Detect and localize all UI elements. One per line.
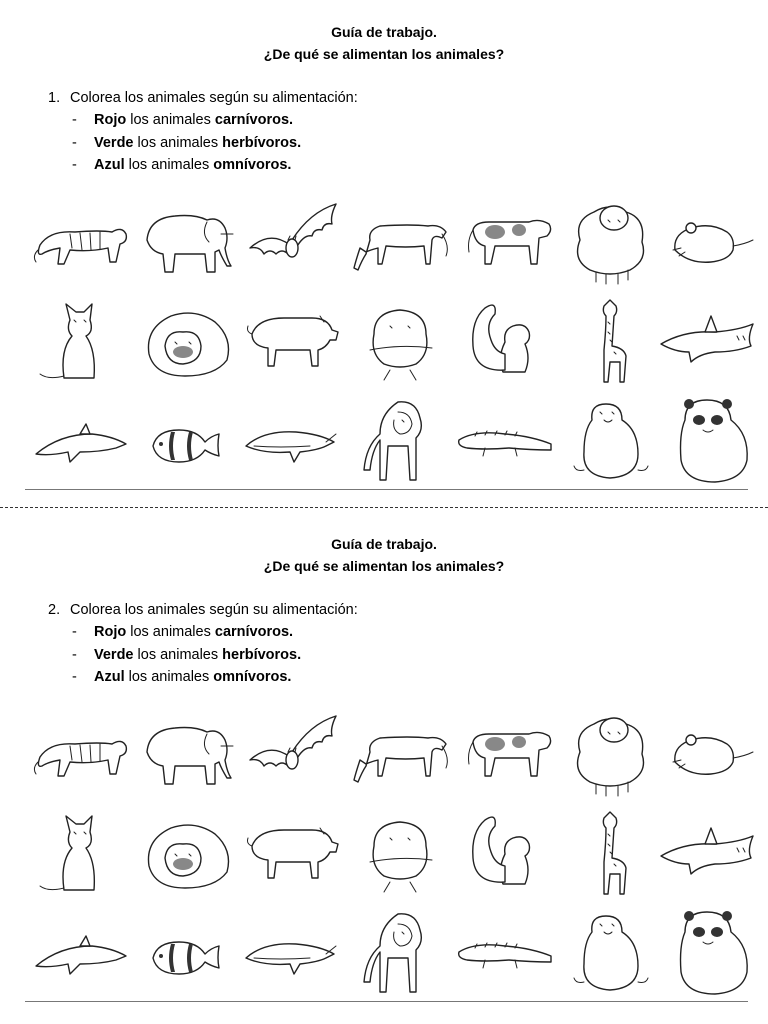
diet-word: carnívoros. bbox=[214, 112, 294, 128]
cat-icon bbox=[30, 802, 130, 902]
giraffe-icon bbox=[560, 802, 660, 902]
shark-drawing bbox=[655, 802, 755, 902]
crocodile-drawing bbox=[455, 390, 555, 490]
bat-drawing bbox=[240, 190, 340, 290]
color-word: Rojo bbox=[94, 112, 127, 128]
whale-drawing bbox=[240, 902, 340, 1002]
clownfish-drawing bbox=[135, 902, 235, 1002]
task-instruction bbox=[48, 599, 358, 621]
worksheet-question: ¿De qué se alimentan los animales? bbox=[263, 46, 505, 62]
animal-grid bbox=[30, 692, 755, 1002]
worksheet-title: Guía de trabajo. bbox=[331, 536, 437, 552]
worksheet-question: ¿De qué se alimentan los animales? bbox=[263, 558, 505, 574]
lion-drawing bbox=[350, 902, 450, 1002]
tiger-icon bbox=[30, 702, 130, 802]
cut-line-divider bbox=[0, 507, 768, 508]
bottom-rule bbox=[25, 489, 748, 490]
color-word: Azul bbox=[94, 669, 125, 685]
elephant-drawing bbox=[135, 190, 235, 290]
bottom-rule bbox=[25, 1001, 748, 1002]
giraffe-icon bbox=[560, 290, 660, 390]
task-instruction bbox=[48, 87, 358, 109]
dolphin-icon bbox=[30, 390, 130, 490]
cat-drawing bbox=[30, 802, 130, 902]
clownfish-drawing bbox=[135, 390, 235, 490]
panda-icon bbox=[655, 390, 755, 490]
sheep-icon bbox=[560, 702, 660, 802]
giraffe-drawing bbox=[560, 802, 660, 902]
pig-icon bbox=[240, 802, 340, 902]
pig-icon bbox=[240, 290, 340, 390]
elephant-icon bbox=[135, 190, 235, 290]
whale-icon bbox=[240, 902, 340, 1002]
squirrel-icon bbox=[455, 802, 555, 902]
task-text: Colorea los animales según su alimentación: bbox=[70, 602, 358, 618]
color-key-blue: - Azul los animales omnívoros. bbox=[72, 669, 292, 685]
color-key-green: - Verde los animales herbívoros. bbox=[72, 134, 302, 151]
task-number: 1. bbox=[48, 90, 61, 106]
tiger-icon bbox=[30, 190, 130, 290]
bat-icon bbox=[240, 702, 340, 802]
color-word: Azul bbox=[94, 157, 125, 173]
crocodile-icon bbox=[455, 390, 555, 490]
panda-drawing bbox=[655, 390, 755, 490]
worksheet-2 bbox=[0, 512, 768, 1002]
worksheet-1 bbox=[0, 0, 768, 490]
color-key-green: - Verde los animales herbívoros. bbox=[72, 646, 302, 663]
horse-drawing bbox=[350, 702, 450, 802]
sheep-drawing bbox=[560, 190, 660, 290]
color-key-red: - Rojo los animales carnívoros. bbox=[72, 624, 294, 640]
clownfish-icon bbox=[135, 390, 235, 490]
hamster-drawing bbox=[350, 802, 450, 902]
diet-word: herbívoros. bbox=[222, 646, 302, 663]
bat-drawing bbox=[240, 702, 340, 802]
diet-word: omnívoros. bbox=[213, 157, 292, 173]
elephant-drawing bbox=[135, 702, 235, 802]
bear-icon bbox=[560, 390, 660, 490]
horse-icon bbox=[350, 702, 450, 802]
dolphin-drawing bbox=[30, 390, 130, 490]
rat-icon bbox=[655, 190, 755, 290]
horse-drawing bbox=[350, 190, 450, 290]
pig-drawing bbox=[240, 802, 340, 902]
shark-icon bbox=[655, 290, 755, 390]
color-key-list bbox=[72, 621, 301, 689]
diet-word: herbívoros. bbox=[222, 134, 302, 151]
diet-word: omnívoros. bbox=[213, 669, 292, 685]
color-word: Rojo bbox=[94, 624, 127, 640]
tiger-drawing bbox=[30, 190, 130, 290]
elephant-icon bbox=[135, 702, 235, 802]
cat-drawing bbox=[30, 290, 130, 390]
hamster-drawing bbox=[350, 290, 450, 390]
diet-word: carnívoros. bbox=[214, 624, 294, 640]
cow-icon bbox=[455, 702, 555, 802]
tiger-drawing bbox=[30, 702, 130, 802]
color-key-blue: - Azul los animales omnívoros. bbox=[72, 157, 292, 173]
dolphin-icon bbox=[30, 902, 130, 1002]
dog-icon bbox=[135, 290, 235, 390]
lion-icon bbox=[350, 902, 450, 1002]
squirrel-drawing bbox=[455, 802, 555, 902]
shark-icon bbox=[655, 802, 755, 902]
giraffe-drawing bbox=[560, 290, 660, 390]
whale-icon bbox=[240, 390, 340, 490]
hamster-icon bbox=[350, 802, 450, 902]
crocodile-drawing bbox=[455, 902, 555, 1002]
cow-drawing bbox=[455, 190, 555, 290]
color-word: Verde bbox=[94, 646, 134, 663]
color-word: Verde bbox=[94, 134, 134, 151]
rat-drawing bbox=[655, 190, 755, 290]
panda-icon bbox=[655, 902, 755, 1002]
sheep-icon bbox=[560, 190, 660, 290]
lion-drawing bbox=[350, 390, 450, 490]
crocodile-icon bbox=[455, 902, 555, 1002]
bat-icon bbox=[240, 190, 340, 290]
cow-icon bbox=[455, 190, 555, 290]
color-key-list bbox=[72, 109, 301, 177]
cow-drawing bbox=[455, 702, 555, 802]
rat-drawing bbox=[655, 702, 755, 802]
bear-drawing bbox=[560, 902, 660, 1002]
bear-icon bbox=[560, 902, 660, 1002]
hamster-icon bbox=[350, 290, 450, 390]
color-key-red: - Rojo los animales carnívoros. bbox=[72, 112, 294, 128]
dog-drawing bbox=[135, 290, 235, 390]
squirrel-drawing bbox=[455, 290, 555, 390]
task-number: 2. bbox=[48, 602, 61, 618]
sheep-drawing bbox=[560, 702, 660, 802]
bear-drawing bbox=[560, 390, 660, 490]
shark-drawing bbox=[655, 290, 755, 390]
worksheet-title: Guía de trabajo. bbox=[331, 24, 437, 40]
horse-icon bbox=[350, 190, 450, 290]
dog-icon bbox=[135, 802, 235, 902]
dolphin-drawing bbox=[30, 902, 130, 1002]
whale-drawing bbox=[240, 390, 340, 490]
cat-icon bbox=[30, 290, 130, 390]
clownfish-icon bbox=[135, 902, 235, 1002]
rat-icon bbox=[655, 702, 755, 802]
animal-grid bbox=[30, 180, 755, 490]
squirrel-icon bbox=[455, 290, 555, 390]
task-text: Colorea los animales según su alimentación: bbox=[70, 90, 358, 106]
panda-drawing bbox=[655, 902, 755, 1002]
dog-drawing bbox=[135, 802, 235, 902]
pig-drawing bbox=[240, 290, 340, 390]
lion-icon bbox=[350, 390, 450, 490]
